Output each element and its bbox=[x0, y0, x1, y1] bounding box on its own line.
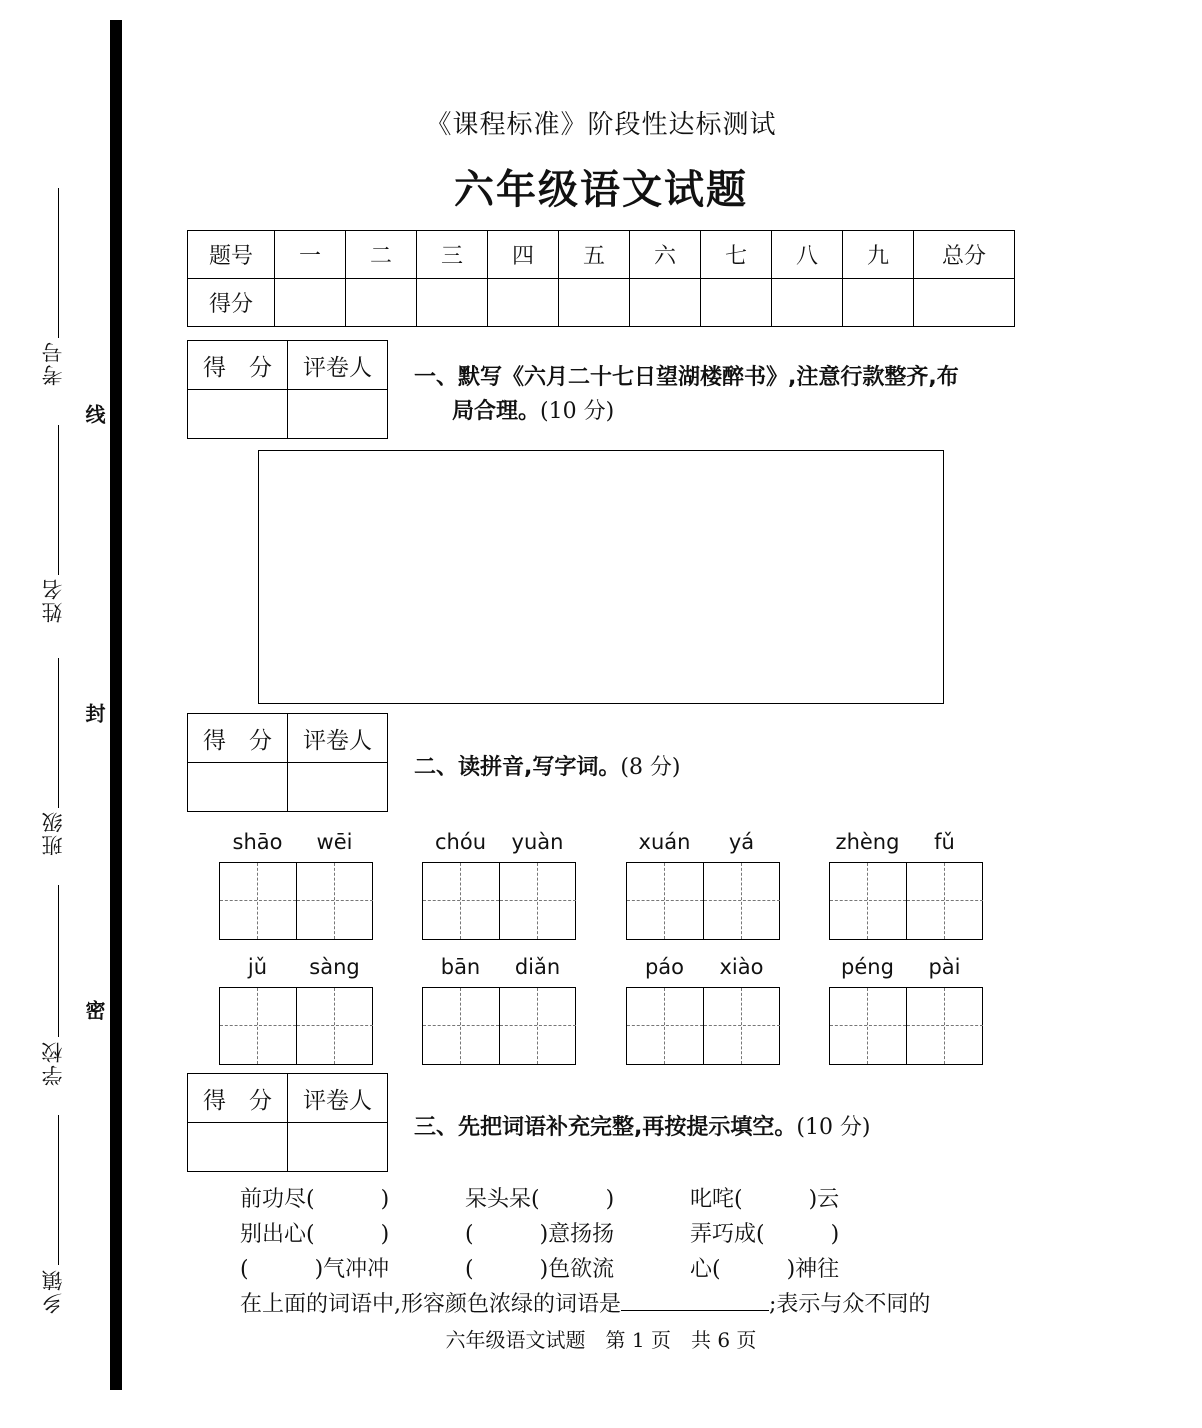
grader-reviewer-label: 评卷人 bbox=[288, 714, 388, 763]
score-table-score-row bbox=[188, 279, 1015, 327]
idiom-item[interactable]: 前功尽( ) bbox=[240, 1187, 390, 1212]
q2-points: (8 分) bbox=[620, 755, 681, 780]
grader-score-label: 得 分 bbox=[188, 1074, 288, 1123]
score-table-cell: 三 bbox=[417, 231, 488, 279]
q3-sentence bbox=[240, 1287, 930, 1318]
score-table-cell: 五 bbox=[559, 231, 630, 279]
writing-grid bbox=[829, 987, 983, 1065]
q1-prompt-line1: 一、默写《六月二十七日望湖楼醉书》,注意行款整齐,布 bbox=[414, 365, 959, 390]
seal-char-line: 线 bbox=[82, 404, 106, 424]
class-label: 班级 bbox=[41, 810, 65, 856]
score-entry-cell[interactable] bbox=[914, 279, 1015, 327]
tian-grid-cell[interactable] bbox=[906, 988, 983, 1064]
pinyin-syllable: xiào bbox=[719, 955, 764, 979]
q2-prompt-text: 二、读拼音,写字词。 bbox=[414, 755, 621, 780]
tian-grid-cell[interactable] bbox=[627, 988, 703, 1064]
score-entry-cell[interactable] bbox=[772, 279, 843, 327]
idiom-item[interactable]: 叱咤( )云 bbox=[690, 1187, 840, 1212]
score-entry-cell[interactable] bbox=[701, 279, 772, 327]
grader-reviewer-entry[interactable] bbox=[288, 1123, 388, 1172]
score-table-cell: 七 bbox=[701, 231, 772, 279]
grader-score-entry[interactable] bbox=[188, 390, 288, 439]
idiom-item[interactable]: ( )意扬扬 bbox=[465, 1222, 615, 1247]
class-line bbox=[58, 658, 59, 808]
seal-char-secret: 密 bbox=[82, 1000, 106, 1020]
binding-bar bbox=[110, 20, 122, 1390]
tian-grid-cell[interactable] bbox=[830, 988, 906, 1064]
writing-grid bbox=[626, 862, 780, 940]
pinyin-syllable: zhèng bbox=[835, 830, 900, 854]
tian-grid-cell[interactable] bbox=[627, 863, 703, 939]
grader-box-q2 bbox=[187, 713, 388, 812]
grader-reviewer-label: 评卷人 bbox=[288, 1074, 388, 1123]
pinyin-syllable: shāo bbox=[232, 830, 283, 854]
writing-grid bbox=[626, 987, 780, 1065]
pinyin-syllable: fǔ bbox=[934, 830, 955, 854]
pinyin-syllable: diǎn bbox=[514, 955, 561, 979]
idiom-item[interactable]: 弄巧成( ) bbox=[690, 1222, 840, 1247]
pinyin-syllable: wēi bbox=[316, 830, 353, 854]
score-table-cell: 题号 bbox=[188, 231, 275, 279]
tian-grid-cell[interactable] bbox=[906, 863, 983, 939]
score-table-cell: 得分 bbox=[188, 279, 275, 327]
score-table-header-row bbox=[188, 231, 1015, 279]
q2-prompt bbox=[414, 750, 681, 781]
answer-blank[interactable] bbox=[621, 1290, 769, 1311]
idiom-item[interactable]: ( )色欲流 bbox=[465, 1257, 615, 1282]
score-table-cell: 二 bbox=[346, 231, 417, 279]
writing-grid bbox=[422, 987, 576, 1065]
tian-grid-cell[interactable] bbox=[703, 863, 780, 939]
q3-prompt-text: 三、先把词语补充完整,再按提示填空。 bbox=[414, 1115, 797, 1140]
pinyin-syllable: xuán bbox=[638, 830, 691, 854]
pinyin-syllable: jǔ bbox=[247, 955, 268, 979]
grader-reviewer-label: 评卷人 bbox=[288, 341, 388, 390]
pinyin-syllable: yuàn bbox=[511, 830, 564, 854]
q3-sentence-part-b: ;表示与众不同的 bbox=[769, 1292, 931, 1317]
score-table-cell: 六 bbox=[630, 231, 701, 279]
pinyin-syllable: pài bbox=[928, 955, 961, 979]
q3-points: (10 分) bbox=[796, 1115, 871, 1140]
pinyin-syllable: yá bbox=[728, 830, 755, 854]
grader-score-entry[interactable] bbox=[188, 1123, 288, 1172]
tian-grid-cell[interactable] bbox=[830, 863, 906, 939]
township-label: 乡镇 bbox=[41, 1268, 65, 1314]
tian-grid-cell[interactable] bbox=[220, 863, 296, 939]
idiom-item[interactable]: 别出心( ) bbox=[240, 1222, 390, 1247]
score-entry-cell[interactable] bbox=[346, 279, 417, 327]
grader-box-q3 bbox=[187, 1073, 388, 1172]
score-table-cell: 总分 bbox=[914, 231, 1015, 279]
tian-grid-cell[interactable] bbox=[703, 988, 780, 1064]
exam-title: 六年级语文试题 bbox=[454, 166, 748, 213]
writing-grid bbox=[829, 862, 983, 940]
tian-grid-cell[interactable] bbox=[499, 863, 576, 939]
writing-grid bbox=[219, 987, 373, 1065]
exam-subtitle: 《课程标准》阶段性达标测试 bbox=[425, 110, 777, 140]
pinyin-syllable: bān bbox=[440, 955, 481, 979]
grader-box-q1 bbox=[187, 340, 388, 439]
grader-score-label: 得 分 bbox=[188, 341, 288, 390]
grader-score-label: 得 分 bbox=[188, 714, 288, 763]
score-entry-cell[interactable] bbox=[417, 279, 488, 327]
exam-number-label: 考号 bbox=[41, 340, 65, 386]
tian-grid-cell[interactable] bbox=[423, 988, 499, 1064]
tian-grid-cell[interactable] bbox=[296, 863, 373, 939]
q3-sentence-part-a: 在上面的词语中,形容颜色浓绿的词语是 bbox=[240, 1292, 621, 1317]
idiom-item[interactable]: 呆头呆( ) bbox=[465, 1187, 615, 1212]
score-entry-cell[interactable] bbox=[843, 279, 914, 327]
score-table-cell: 八 bbox=[772, 231, 843, 279]
score-entry-cell[interactable] bbox=[559, 279, 630, 327]
page-footer: 六年级语文试题 第 1 页 共 6 页 bbox=[445, 1328, 757, 1352]
tian-grid-cell[interactable] bbox=[499, 988, 576, 1064]
pinyin-syllable: sàng bbox=[309, 955, 360, 979]
pinyin-syllable: péng bbox=[841, 955, 894, 979]
idiom-item[interactable]: ( )气冲冲 bbox=[240, 1257, 390, 1282]
poem-writing-box[interactable] bbox=[258, 450, 944, 704]
tian-grid-cell[interactable] bbox=[423, 863, 499, 939]
writing-grid bbox=[219, 862, 373, 940]
score-entry-cell[interactable] bbox=[630, 279, 701, 327]
school-label: 学校 bbox=[41, 1040, 65, 1086]
township-line bbox=[58, 1115, 59, 1265]
writing-grid bbox=[422, 862, 576, 940]
pinyin-syllable: chóu bbox=[434, 830, 486, 854]
pinyin-syllable: páo bbox=[644, 955, 685, 979]
idiom-item[interactable]: 心( )神往 bbox=[690, 1257, 840, 1282]
grader-reviewer-entry[interactable] bbox=[288, 763, 388, 812]
score-table bbox=[187, 230, 1015, 327]
tian-grid-cell[interactable] bbox=[296, 988, 373, 1064]
q3-prompt bbox=[414, 1110, 871, 1141]
name-line bbox=[58, 425, 59, 575]
q1-points: (10 分) bbox=[540, 399, 615, 424]
tian-grid-cell[interactable] bbox=[220, 988, 296, 1064]
grader-score-entry[interactable] bbox=[188, 763, 288, 812]
score-entry-cell[interactable] bbox=[488, 279, 559, 327]
grader-reviewer-entry[interactable] bbox=[288, 390, 388, 439]
score-table-cell: 四 bbox=[488, 231, 559, 279]
score-table-cell: 九 bbox=[843, 231, 914, 279]
school-line bbox=[58, 885, 59, 1037]
q1-prompt-line2 bbox=[452, 394, 614, 425]
name-label: 姓名 bbox=[41, 577, 65, 623]
q1-prompt-text: 局合理。 bbox=[452, 399, 541, 424]
score-entry-cell[interactable] bbox=[275, 279, 346, 327]
score-table-cell: 一 bbox=[275, 231, 346, 279]
seal-char-seal: 封 bbox=[82, 703, 106, 723]
